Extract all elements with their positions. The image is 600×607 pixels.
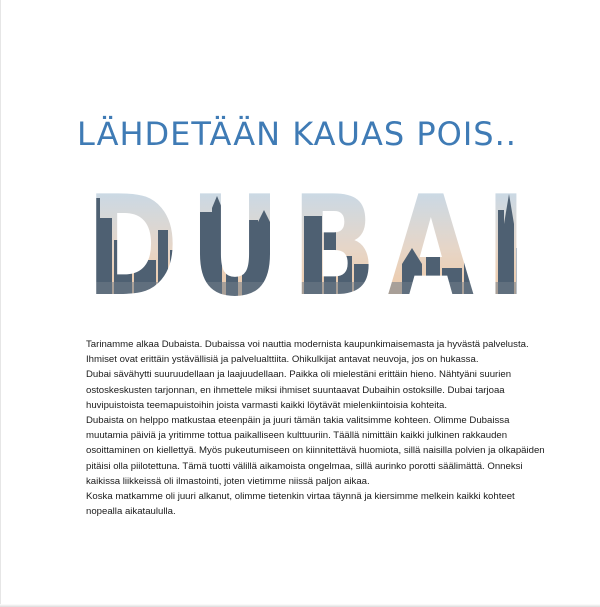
city-title-image xyxy=(86,190,538,296)
street-level-haze xyxy=(86,282,538,296)
paragraph-3: Dubaista on helppo matkustaa eteenpäin ja juuri tämän takia valitsimme kohteen. Olimme Dubaissa muutamia päiviä ja yritimme tottua paikalliseen kulttuuriin. Täällä nimittäin kaikki julkinen rakkauden osoittaminen on kiellettyä. Myös pukeutumiseen on kiinnitettävä huomiota, sillä naisilla polvien ja olkapäiden pitäisi olla piilotettuna. Tämä tuotti välillä aikamoista ongelmaa, sillä aurinko porotti säälimättä. Onneksi kaikissa liikkeissä oli ilmastointi, joten vietimme niissä paljon aikaa. xyxy=(86,415,545,487)
article-body xyxy=(86,337,546,519)
paragraph-2: Dubai sävähytti suuruudellaan ja laajuudellaan. Paikka oli mielestäni erittäin hieno. Nähtyäni suurien ostoskeskusten tarjonnan, en ihmettele miksi ihmiset suuntaavat Dubaihin ostoksille. Dubai tarjoaa huvipuistoista teemapuistoihin joista varmasti kaikki löytävät mielenkiintoisia kohteita. xyxy=(86,369,512,411)
paragraph-4: Koska matkamme oli juuri alkanut, olimme tietenkin virtaa täynnä ja kiersimme melkein kaikki kohteet nopealla aikataululla. xyxy=(86,491,515,518)
page-edge xyxy=(0,0,1,607)
headline: LÄHDETÄÄN KAUAS POIS.. xyxy=(77,115,517,153)
paragraph-1: Tarinamme alkaa Dubaista. Dubaissa voi nauttia modernista kaupunkimaisemasta ja hyvästä palvelusta. Ihmiset ovat erittäin ystävällisiä ja palvelualttiita. Ohikulkijat antavat neuvoja, jos on hukassa. xyxy=(86,339,529,366)
